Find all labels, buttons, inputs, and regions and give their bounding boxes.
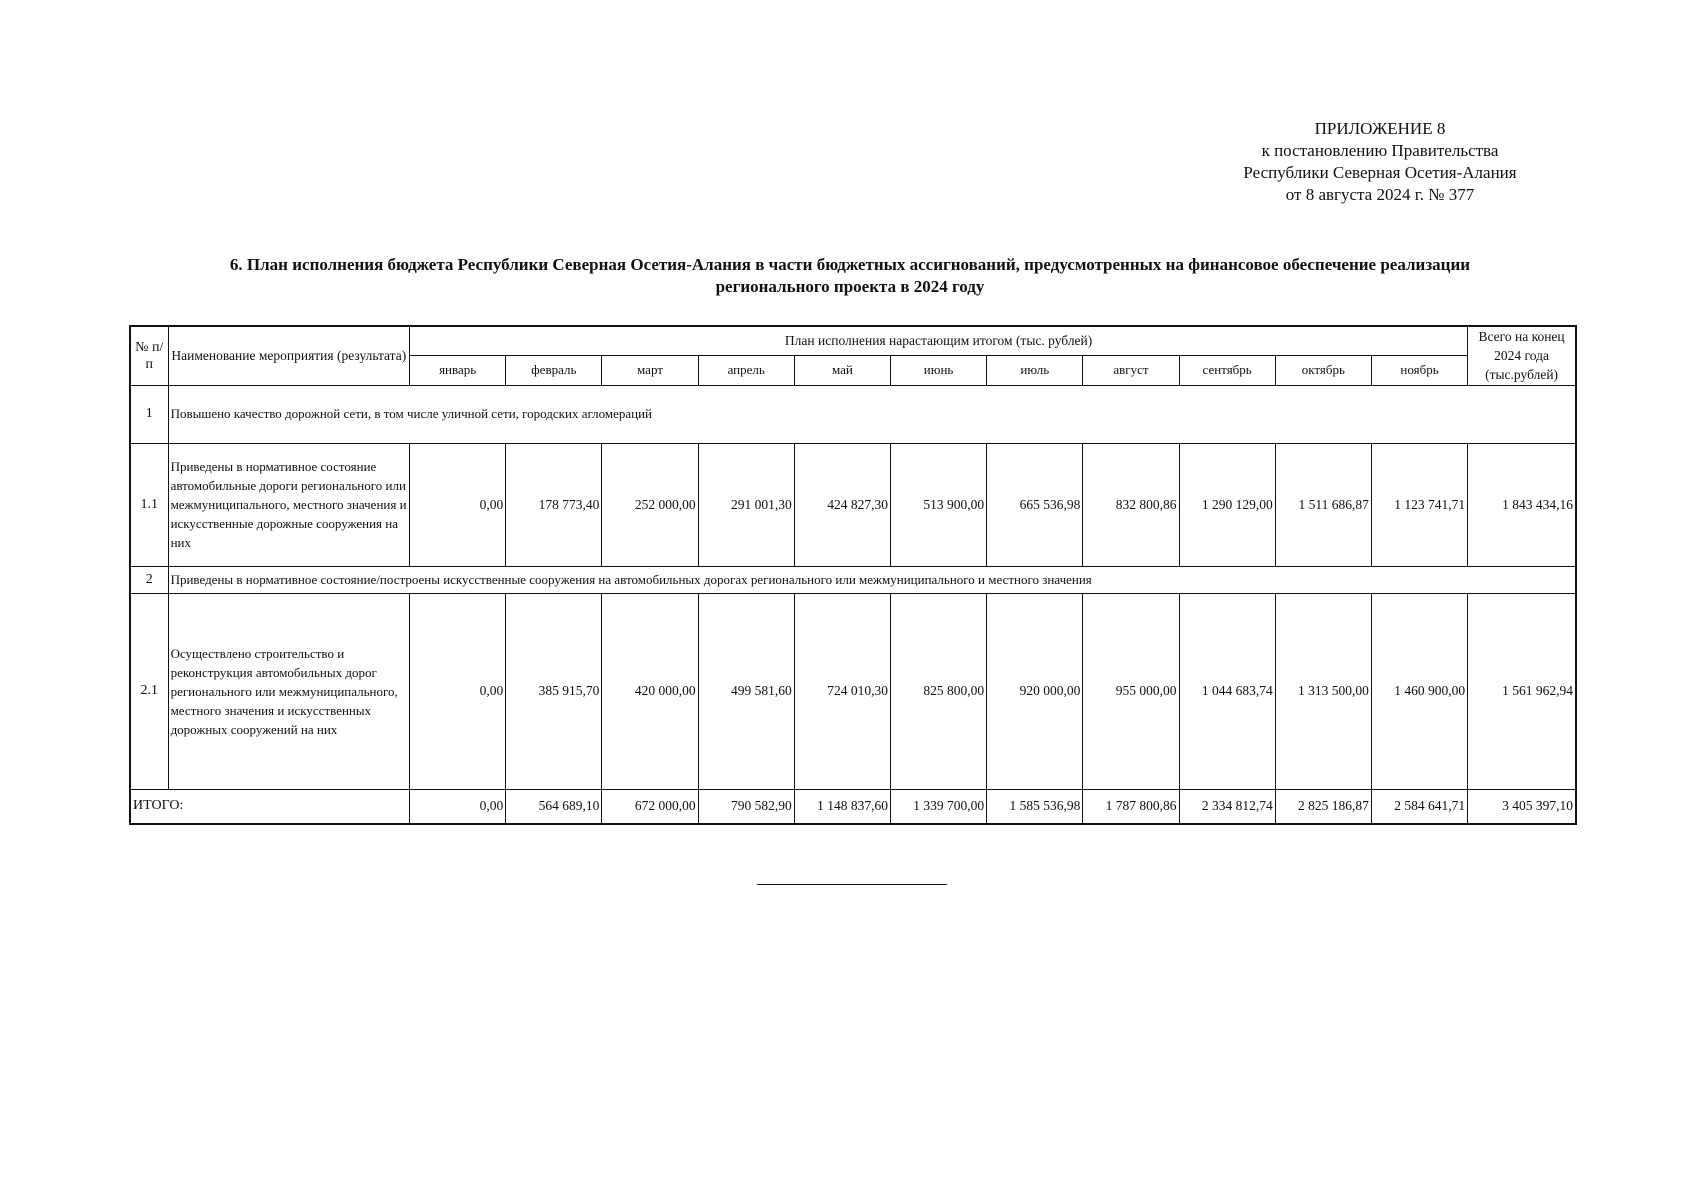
title-line-1: 6. План исполнения бюджета Республики Северная Осетия-Алания в части бюджетных ассигнований, предусмотренных на финансовое обеспечение реализации [229, 255, 1471, 274]
document-title [150, 254, 1550, 298]
total-value-cell: 1 787 800,86 [1083, 789, 1179, 824]
row-name: Приведены в нормативное состояние автомобильные дороги регионального или межмуниципального, местного значения и искусственные дорожные сооружения на них [168, 443, 409, 566]
value-cell: 920 000,00 [987, 593, 1083, 789]
appendix-header [1180, 118, 1580, 206]
appendix-date: от 8 августа 2024 г. № 377 [1285, 185, 1475, 204]
table-row [130, 443, 1576, 566]
total-value-cell: 2 334 812,74 [1179, 789, 1275, 824]
total-value-cell: 1 585 536,98 [987, 789, 1083, 824]
header-month: октябрь [1275, 355, 1371, 385]
section-number: 2 [130, 566, 168, 593]
value-cell: 665 536,98 [987, 443, 1083, 566]
budget-plan-table [129, 325, 1577, 825]
value-cell: 420 000,00 [602, 593, 698, 789]
header-month: январь [410, 355, 506, 385]
value-cell: 1 460 900,00 [1371, 593, 1467, 789]
total-value-cell: 1 339 700,00 [890, 789, 986, 824]
value-cell: 499 581,60 [698, 593, 794, 789]
header-total: Всего на конец 2024 года (тыс.рублей) [1468, 326, 1576, 385]
total-label: ИТОГО: [130, 789, 410, 824]
row-number: 1.1 [130, 443, 168, 566]
value-cell: 385 915,70 [506, 593, 602, 789]
total-value-cell: 564 689,10 [506, 789, 602, 824]
value-cell: 724 010,30 [794, 593, 890, 789]
value-cell: 0,00 [410, 593, 506, 789]
title-line-2: регионального проекта в 2024 году [715, 277, 985, 296]
header-month: апрель [698, 355, 794, 385]
section-row [130, 566, 1576, 593]
total-value-cell: 2 825 186,87 [1275, 789, 1371, 824]
value-cell: 1 123 741,71 [1371, 443, 1467, 566]
value-cell: 955 000,00 [1083, 593, 1179, 789]
value-cell: 291 001,30 [698, 443, 794, 566]
value-cell: 513 900,00 [890, 443, 986, 566]
header-month: февраль [506, 355, 602, 385]
section-title: Приведены в нормативное состояние/построены искусственные сооружения на автомобильных дорогах регионального или межмуниципального и местного значения [168, 566, 1576, 593]
closing-divider [757, 884, 947, 885]
value-cell: 0,00 [410, 443, 506, 566]
header-name: Наименование мероприятия (результата) [168, 326, 409, 385]
value-cell: 825 800,00 [890, 593, 986, 789]
value-cell: 1 044 683,74 [1179, 593, 1275, 789]
header-month: май [794, 355, 890, 385]
section-number: 1 [130, 385, 168, 443]
section-title: Повышено качество дорожной сети, в том числе уличной сети, городских агломераций [168, 385, 1576, 443]
value-cell: 832 800,86 [1083, 443, 1179, 566]
header-num: № п/п [130, 326, 168, 385]
header-month: август [1083, 355, 1179, 385]
row-name: Осуществлено строительство и реконструкция автомобильных дорог регионального или межмуниципального, местного значения и искусственных дорожных сооружений на них [168, 593, 409, 789]
header-month: июль [987, 355, 1083, 385]
total-value-cell: 672 000,00 [602, 789, 698, 824]
header-month: сентябрь [1179, 355, 1275, 385]
section-row [130, 385, 1576, 443]
row-total: 1 561 962,94 [1468, 593, 1576, 789]
row-number: 2.1 [130, 593, 168, 789]
value-cell: 424 827,30 [794, 443, 890, 566]
grand-total: 3 405 397,10 [1468, 789, 1576, 824]
value-cell: 252 000,00 [602, 443, 698, 566]
total-value-cell: 2 584 641,71 [1371, 789, 1467, 824]
header-month: март [602, 355, 698, 385]
value-cell: 1 290 129,00 [1179, 443, 1275, 566]
value-cell: 1 511 686,87 [1275, 443, 1371, 566]
table-row [130, 593, 1576, 789]
total-value-cell: 0,00 [410, 789, 506, 824]
total-row [130, 789, 1576, 824]
value-cell: 1 313 500,00 [1275, 593, 1371, 789]
header-month: июнь [890, 355, 986, 385]
header-month: ноябрь [1371, 355, 1467, 385]
header-plan-group: План исполнения нарастающим итогом (тыс. рублей) [410, 326, 1468, 355]
total-value-cell: 1 148 837,60 [794, 789, 890, 824]
value-cell: 178 773,40 [506, 443, 602, 566]
appendix-ref: к постановлению Правительства [1261, 141, 1499, 160]
row-total: 1 843 434,16 [1468, 443, 1576, 566]
appendix-number: ПРИЛОЖЕНИЕ 8 [1314, 119, 1446, 138]
total-value-cell: 790 582,90 [698, 789, 794, 824]
appendix-government: Республики Северная Осетия-Алания [1243, 163, 1517, 182]
